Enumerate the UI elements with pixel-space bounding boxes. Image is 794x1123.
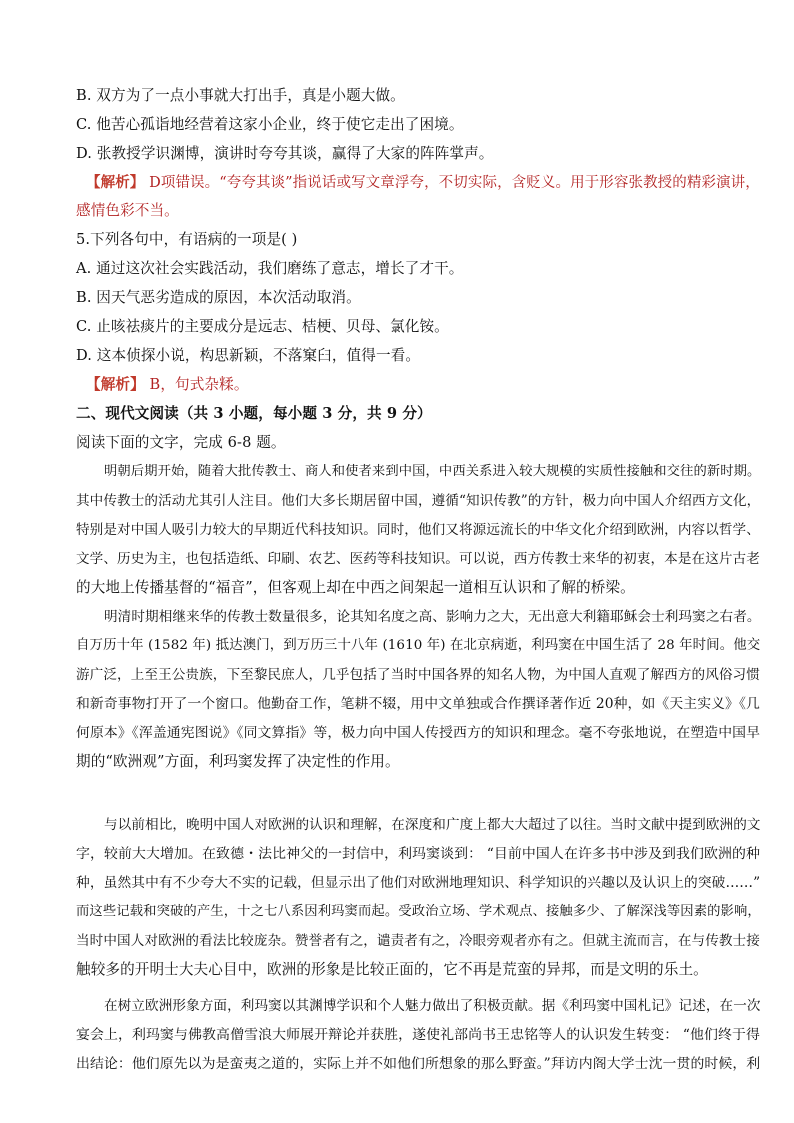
explanation-text: D项错误。“夸夸其谈”指说话或写文章浮夸，不切实际，含贬义。用于形容张教授的精彩演讲， [144,175,760,191]
passage-p1-line: 其中传教士的活动尤其引人注目。他们大多长期居留中国，遵循“知识传教”的方针，极力向中国人介绍西方文化， [76,493,761,509]
option-q4-c: C. 他苦心孤诣地经营着这家小企业，终于使它走出了困境。 [76,116,464,133]
passage-p3-line: 字，较前大大增加。在致德・法比神父的一封信中，利玛窦谈到： “目前中国人在许多书中涉及到我们欧洲的种 [76,846,761,862]
passage-p1-line: 的大地上传播基督的“福音”，但客观上却在中西之间架起一道相互认识和了解的桥梁。 [76,579,635,596]
passage-p3-line: 触较多的开明士大夫心目中，欧洲的形象是比较正面的，它不再是荒蛮的异邦，而是文明的乐土。 [76,961,708,978]
explanation-q5 [86,375,249,395]
passage-p1-line: 特别是对中国人吸引力较大的早期近代科技知识。同时，他们又将源远流长的中华文化介绍到欧洲，内容以哲学、 [76,522,760,538]
passage-p3-line: 种，虽然其中有不少夸大不实的记载，但显示出了他们对欧洲地理知识、科学知识的兴趣以及认识上的突破……” [76,875,761,891]
passage-p4-line: 宴会上，利玛窦与佛教高僧雪浪大师展开辩论并获胜，遂使礼部尚书王忠铭等人的认识发生转变： “他们终于得 [76,1027,761,1043]
passage-p4-line: 在树立欧洲形象方面，利玛窦以其渊博学识和个人魅力做出了积极贡献。据《利玛窦中国札记》记述，在一次 [104,998,761,1014]
explanation-q4-line1 [86,173,760,193]
explanation-q4-line2: 感情色彩不当。 [76,202,179,219]
passage-p2-line: 游广泛，上至王公贵族，下至黎民庶人，几乎包括了当时中国各界的知名人物，为中国人直观了解西方的风俗习惯 [76,667,760,683]
explanation-label: 【解析】 [86,174,145,191]
passage-p2-line: 期的“欧洲观”方面，利玛窦发挥了决定性的作用。 [76,753,400,770]
explanation-label: 【解析】 [86,376,145,393]
option-q5-a: A. 通过这次社会实践活动，我们磨练了意志，增长了才干。 [76,260,464,277]
option-q5-c: C. 止咳祛痰片的主要成分是远志、桔梗、贝母、氯化铵。 [76,318,449,335]
passage-p1-line: 明朝后期开始，随着大批传教士、商人和使者来到中国，中西关系进入较大规模的实质性接触和交往的新时期。 [104,464,761,479]
passage-p4-line: 出结论：他们原先以为是蛮夷之道的，实际上并不如他们所想象的那么野蛮。”拜访内阁大学士沈一贯的时候，利 [76,1056,761,1072]
passage-p2-line: 明清时期相继来华的传教士数量很多，论其知名度之高、影响力之大，无出意大利籍耶稣会士利玛窦之右者。 [104,609,761,625]
option-q4-b: B. 双方为了一点小事就大打出手，真是小题大做。 [76,87,405,104]
option-q5-b: B. 因天气恶劣造成的原因，本次活动取消。 [76,289,361,306]
section-heading: 二、现代文阅读（共 3 小题，每小题 3 分，共 9 分） [76,405,432,422]
passage-p3-line: 当时中国人对欧洲的看法比较庞杂。赞誉者有之，谴责者有之，冷眼旁观者亦有之。但就主流而言，在与传教士接 [76,933,760,949]
passage-p3-line: 而这些记载和突破的产生，十之七八系因利玛窦而起。受政治立场、学术观点、接触多少、了解深浅等因素的影响， [76,904,761,919]
passage-p3-line: 与以前相比，晚明中国人对欧洲的认识和理解，在深度和广度上都大大超过了以往。当时文献中提到欧洲的文 [104,817,761,833]
passage-p2-line: 自万历十年 (1582 年) 抵达澳门，到万历三十八年 (1610 年) 在北京病逝，利玛窦在中国生活了 28 年时间。他交 [76,638,761,653]
passage-p2-line: 何原本》《浑盖通宪图说》《同文算指》等，极力向中国人传授西方的知识和理念。毫不夸张地说，在塑造中国早 [76,725,761,741]
passage-p1-line: 文学、历史为主，也包括造纸、印刷、农艺、医药等科技知识。可以说，西方传教士来华的初衷，本是在这片古老 [76,551,760,567]
reading-instruction: 阅读下面的文字，完成 6-8 题。 [76,434,286,451]
passage-p2-line: 和新奇事物打开了一个窗口。他勤奋工作，笔耕不辍，用中文单独或合作撰译著作近 20种，如《天主实义》《几 [76,696,760,712]
explanation-text: B，句式杂糅。 [144,376,249,393]
question-5-stem: 5.下列各句中，有语病的一项是( ) [76,231,298,248]
option-q4-d: D. 张教授学识渊博，演讲时夸夸其谈，赢得了大家的阵阵掌声。 [76,145,494,162]
option-q5-d: D. 这本侦探小说，构思新颖，不落窠臼，值得一看。 [76,347,421,364]
